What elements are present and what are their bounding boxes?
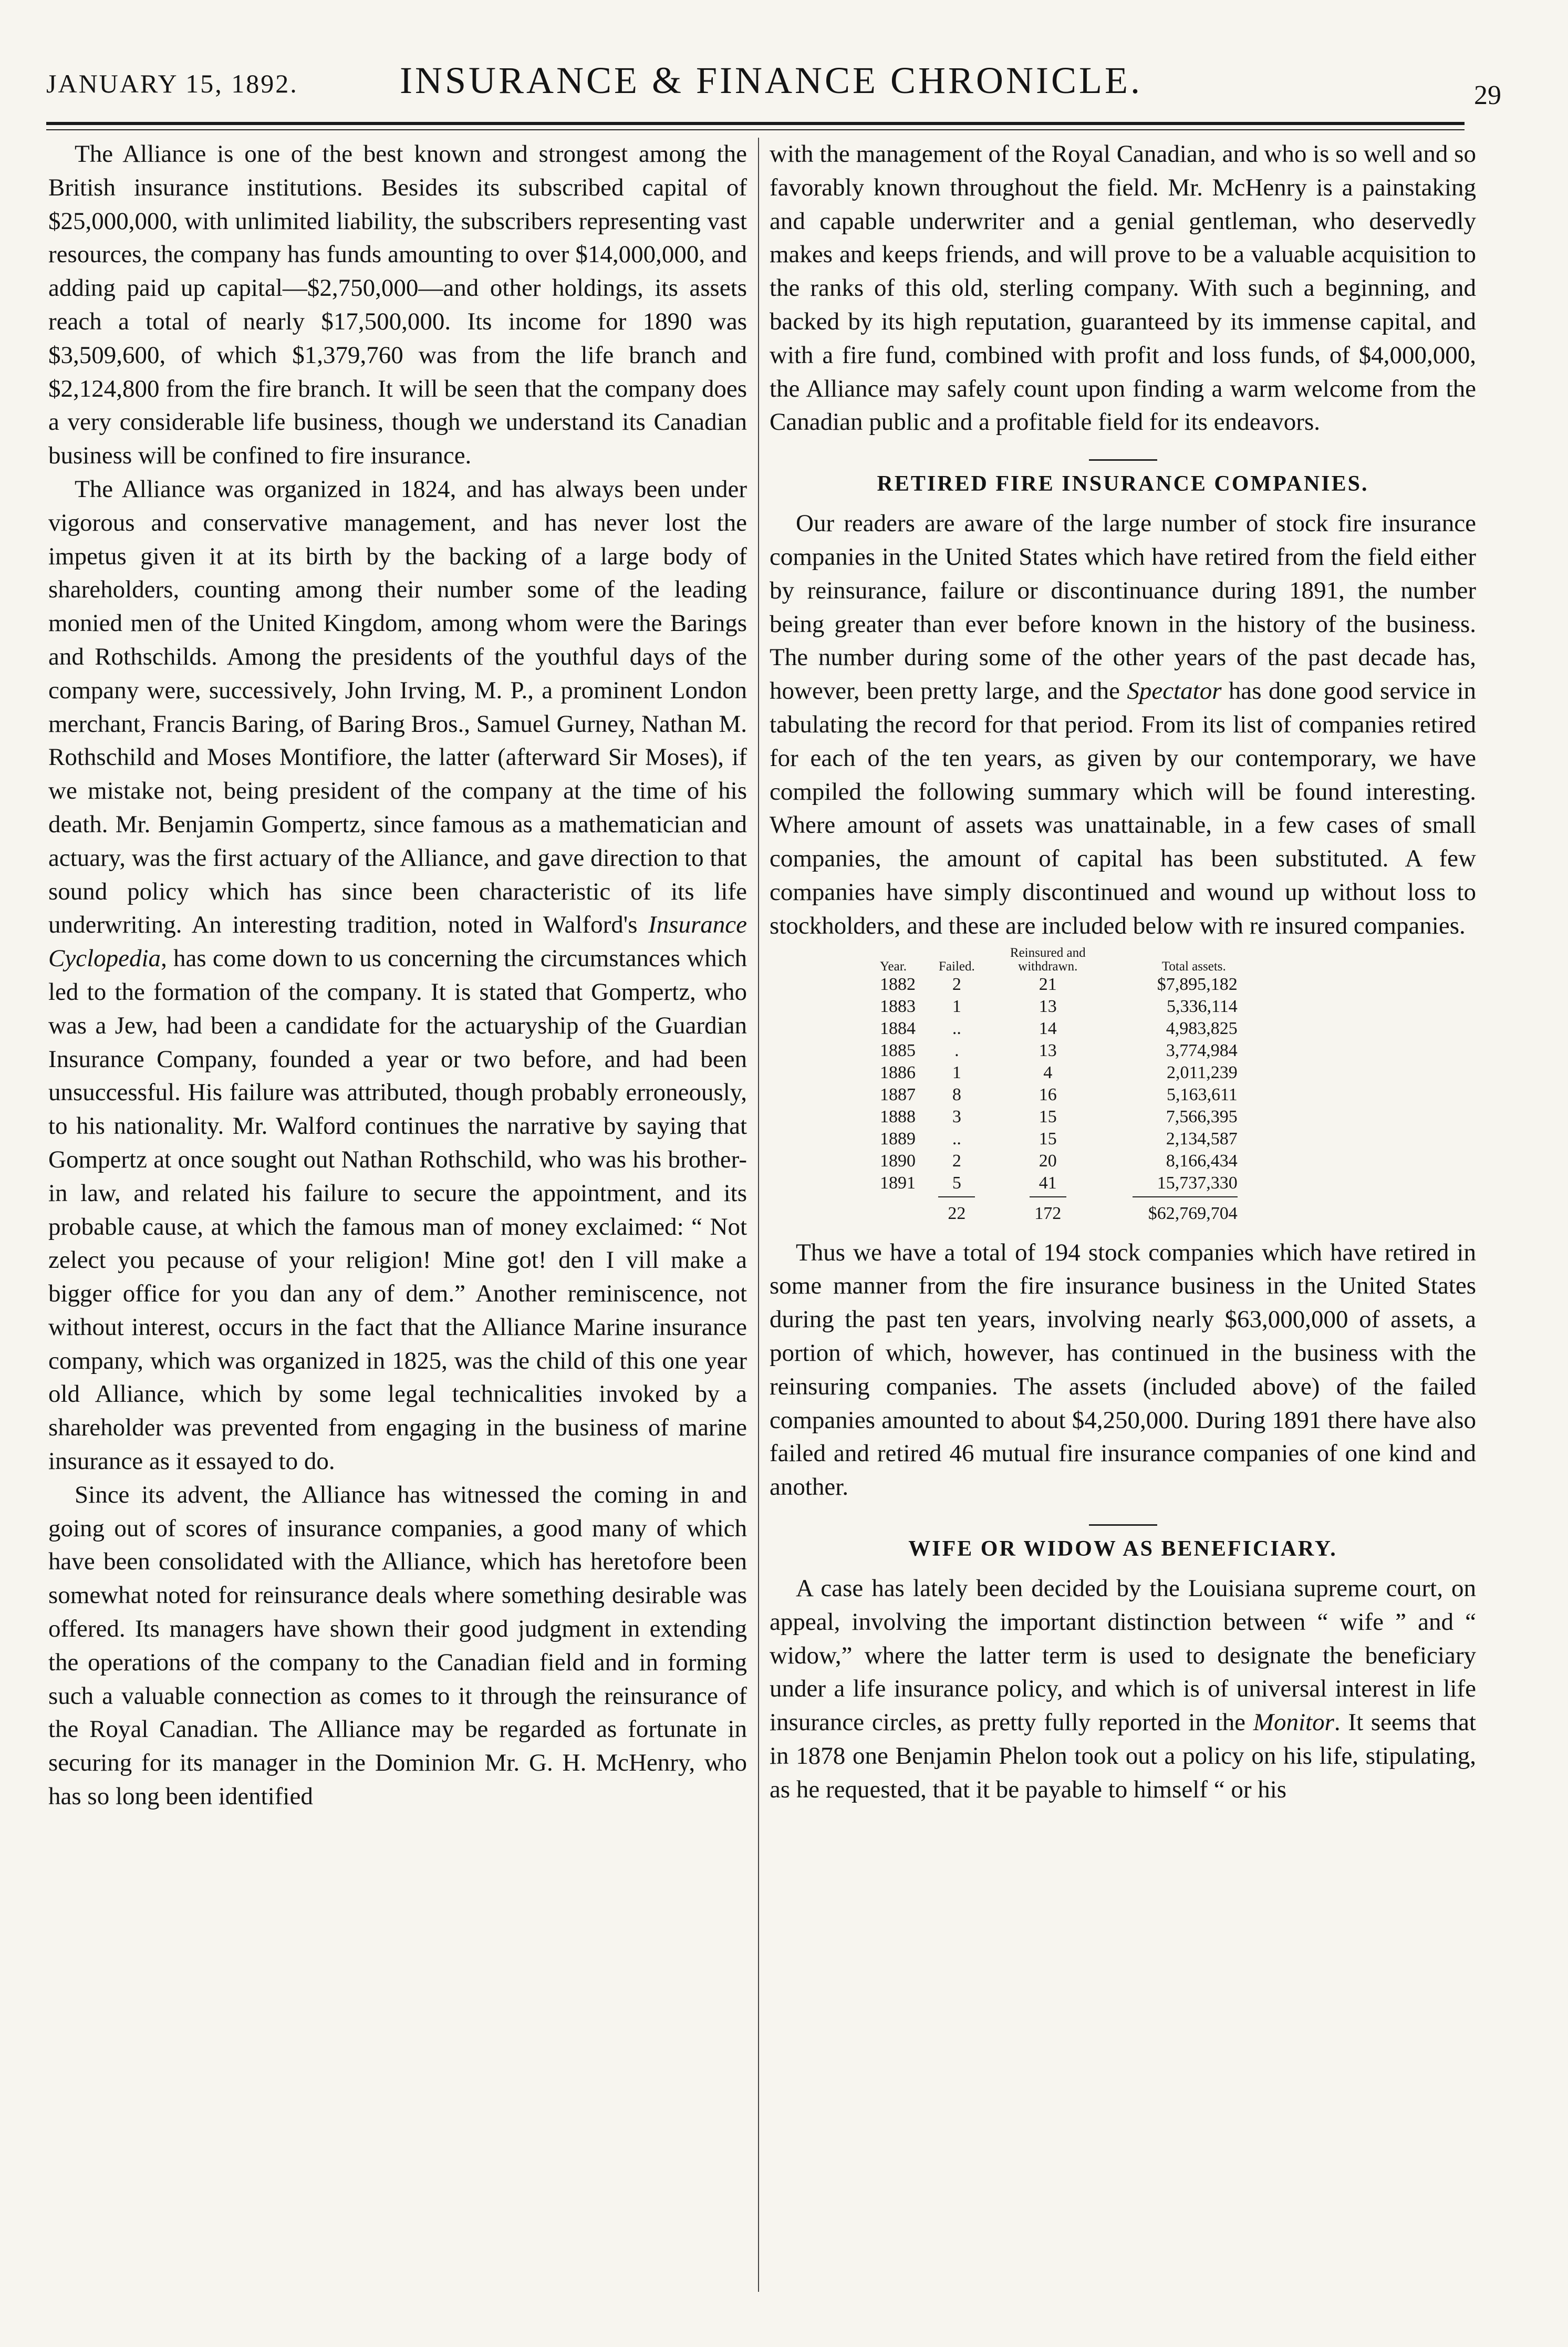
wife-widow-paragraph-1: A case has lately been decided by the Louisiana supreme court, on appeal, involving the important distinction between “ wife ” and “ widow,” where the latter term is used to designate the beneficiary under a life insurance policy, and which is of universal interest in life insurance circles, as pretty fully reported in the Monitor. It seems that in 1878 one Benjamin Phelon took out a policy on his life, stipulating, as he requested, that it be payable to himself “ or his: [770, 1574, 1476, 1803]
total-failed: 22: [948, 1203, 966, 1223]
retired-companies-paragraph-2: Thus we have a total of 194 stock companies which have retired in some manner from the fire insurance business in the United States during the past ten years, involving nearly $63,000,000 of assets, a portion of which, however, has continued in the business with the reinsuring companies. The assets (included above) of the failed companies amounted to about $4,250,000. During 1891 there have also failed and retired 46 mutual fire insurance companies of one kind and another.: [770, 1238, 1476, 1501]
section-rule: [1089, 1524, 1157, 1526]
cited-periodical: Spectator: [1127, 677, 1222, 705]
col-header-reinsured: Reinsured and withdrawn.: [1010, 945, 1086, 974]
cited-periodical: Monitor: [1253, 1709, 1334, 1736]
alliance-paragraph-3: Since its advent, the Alliance has witnessed the coming in and going out of scores of insurance companies, a good many of which have been consolidated with the Alliance, which has heretofore been somewhat noted for reinsurance deals where something desirable was offered. Its managers have shown their good judgment in extending the operations of the company to the Canadian field and in forming such a valuable connection as comes to it through the reinsurance of the Royal Canadian. The Alliance may be regarded as fortunate in securing for its manager in the Dominion Mr. G. H. McHenry, who has so long been identified: [48, 1481, 747, 1811]
section-rule: [1089, 459, 1157, 461]
issue-date: JANUARY 15, 1892.: [46, 69, 298, 98]
table-total-rule: [880, 1194, 1238, 1200]
table-row: 1891 5 41 15,737,330: [880, 1173, 1238, 1193]
right-column: [770, 138, 1476, 1806]
table-row: 1886 1 4 2,011,239: [880, 1062, 1238, 1082]
header-rule-thick: [46, 122, 1465, 125]
page-header: [46, 59, 1501, 110]
alliance-continuation: with the management of the Royal Canadian, and who is so well and so favorably known throughout the field. Mr. McHenry is a painstaking and capable underwriter and a genial gentleman, who deservedly makes and keeps friends, and will prove to be a valuable acquisition to the ranks of this old, sterling company. With such a beginning, and backed by its high reputation, guaranteed by its immense capital, and with a fire fund, combined with profit and loss funds, of $4,000,000, the Alliance may safely count upon finding a warm welcome from the Canadian public and a profitable field for its endeavors.: [770, 140, 1476, 436]
table-row: 1884 .. 14 4,983,825: [880, 1018, 1238, 1038]
wife-widow-heading: WIFE OR WIDOW AS BENEFICIARY.: [908, 1536, 1337, 1561]
publication-title: INSURANCE & FINANCE CHRONICLE.: [399, 59, 1143, 101]
total-assets: $62,769,704: [1148, 1203, 1238, 1223]
table-row: 1887 8 16 5,163,611: [880, 1084, 1238, 1104]
col-header-year: Year.: [880, 959, 907, 974]
page-number: 29: [1474, 80, 1501, 110]
retired-companies-heading: RETIRED FIRE INSURANCE COMPANIES.: [877, 472, 1369, 497]
retired-companies-table: [770, 946, 1476, 1225]
table-row: 1883 1 13 5,336,114: [880, 996, 1238, 1016]
alliance-paragraph-1: The Alliance is one of the best known and strongest among the British insurance institutions. Besides its subscribed capital of $25,000,000, with unlimited liability, the subscribers representing vast resources, the company has funds amounting to over $14,000,000, and adding paid up capital—$2,750,000—and other holdings, its assets reach a total of nearly $17,500,000. Its income for 1890 was $3,509,600, of which $1,379,760 was from the life branch and $2,124,800 from the fire branch. It will be seen that the company does a very considerable life business, though we understand its Canadian business will be confined to fire insurance.: [48, 140, 747, 470]
alliance-paragraph-2: The Alliance was organized in 1824, and has always been under vigorous and conservative management, and has never lost the impetus given it at its birth by the backing of a large body of shareholders, counting among their number some of the leading monied men of the United Kingdom, among whom were the Barings and Rothschilds. Among the presidents of the youthful days of the company were, successively, John Irving, M. P., a prominent London merchant, Francis Baring, of Baring Bros., Samuel Gurney, Nathan M. Rothschild and Moses Montifiore, the latter (afterward Sir Moses), if we mistake not, being president of the company at the time of his death. Mr. Benjamin Gompertz, since famous as a mathematician and actuary, was the first actuary of the Alliance, and gave direction to that sound policy which has since been characteristic of its life underwriting. An interesting tradition, noted in Walford's Insurance Cyclopedia, has come down to us concerning the circumstances which led to the formation of the company. It is stated that Gompertz, who was a Jew, had been a candidate for the actuaryship of the Guardian Insurance Company, founded a year or two before, and had been unsuccessful. His failure was attributed, though probably erroneously, to his nationality. Mr. Walford continues the narrative by saying that Gompertz at once sought out Nathan Rothschild, who was his brother-in law, and related his failure to secure the appointment, and its probable cause, at which the famous man of money exclaimed: “ Not zelect you pecause of your religion! Mine got! den I vill make a bigger office for you dan any of dem.” Another reminiscence, not without interest, occurs in the fact that the Alliance Marine insurance company, which was organized in 1825, was the child of this one year old Alliance, which by some legal technicalities invoked by a shareholder was prevented from engaging in the business of marine insurance as it essayed to do.: [48, 475, 747, 1475]
total-reinsured: 172: [1034, 1203, 1062, 1223]
table-row: 1882 2 21 $7,895,182: [880, 974, 1238, 994]
table-total-row: [880, 1200, 1238, 1225]
table-row: 1889 .. 15 2,134,587: [880, 1129, 1238, 1149]
left-column: [48, 138, 747, 1814]
col-header-failed: Failed.: [939, 959, 975, 974]
header-rule-thin: [46, 129, 1465, 130]
table-row: 1885 . 13 3,774,984: [880, 1040, 1238, 1060]
table-row: 1890 2 20 8,166,434: [880, 1151, 1238, 1171]
retired-companies-paragraph-1: Our readers are aware of the large number of stock fire insurance companies in the United States which have retired from the field either by reinsurance, failure or discontinuance during 1891, the number being greater than ever before known in the history of the business. The number during some of the other years of the past decade has, however, been pretty large, and the Spectator has done good service in tabulating the record for that period. From its list of companies retired for each of the ten years, as given by our contemporary, we have compiled the following summary which will be found interesting. Where amount of assets was unattainable, in a few cases of small companies, the amount of capital has been substituted. A few companies have simply discontinued and wound up without loss to stockholders, and these are included below with re insured companies.: [770, 510, 1477, 939]
column-divider: [758, 138, 759, 2292]
table-row: 1888 3 15 7,566,395: [880, 1107, 1238, 1126]
col-header-assets: Total assets.: [1161, 959, 1226, 974]
cited-title: Insurance Cyclopedia: [48, 911, 747, 973]
